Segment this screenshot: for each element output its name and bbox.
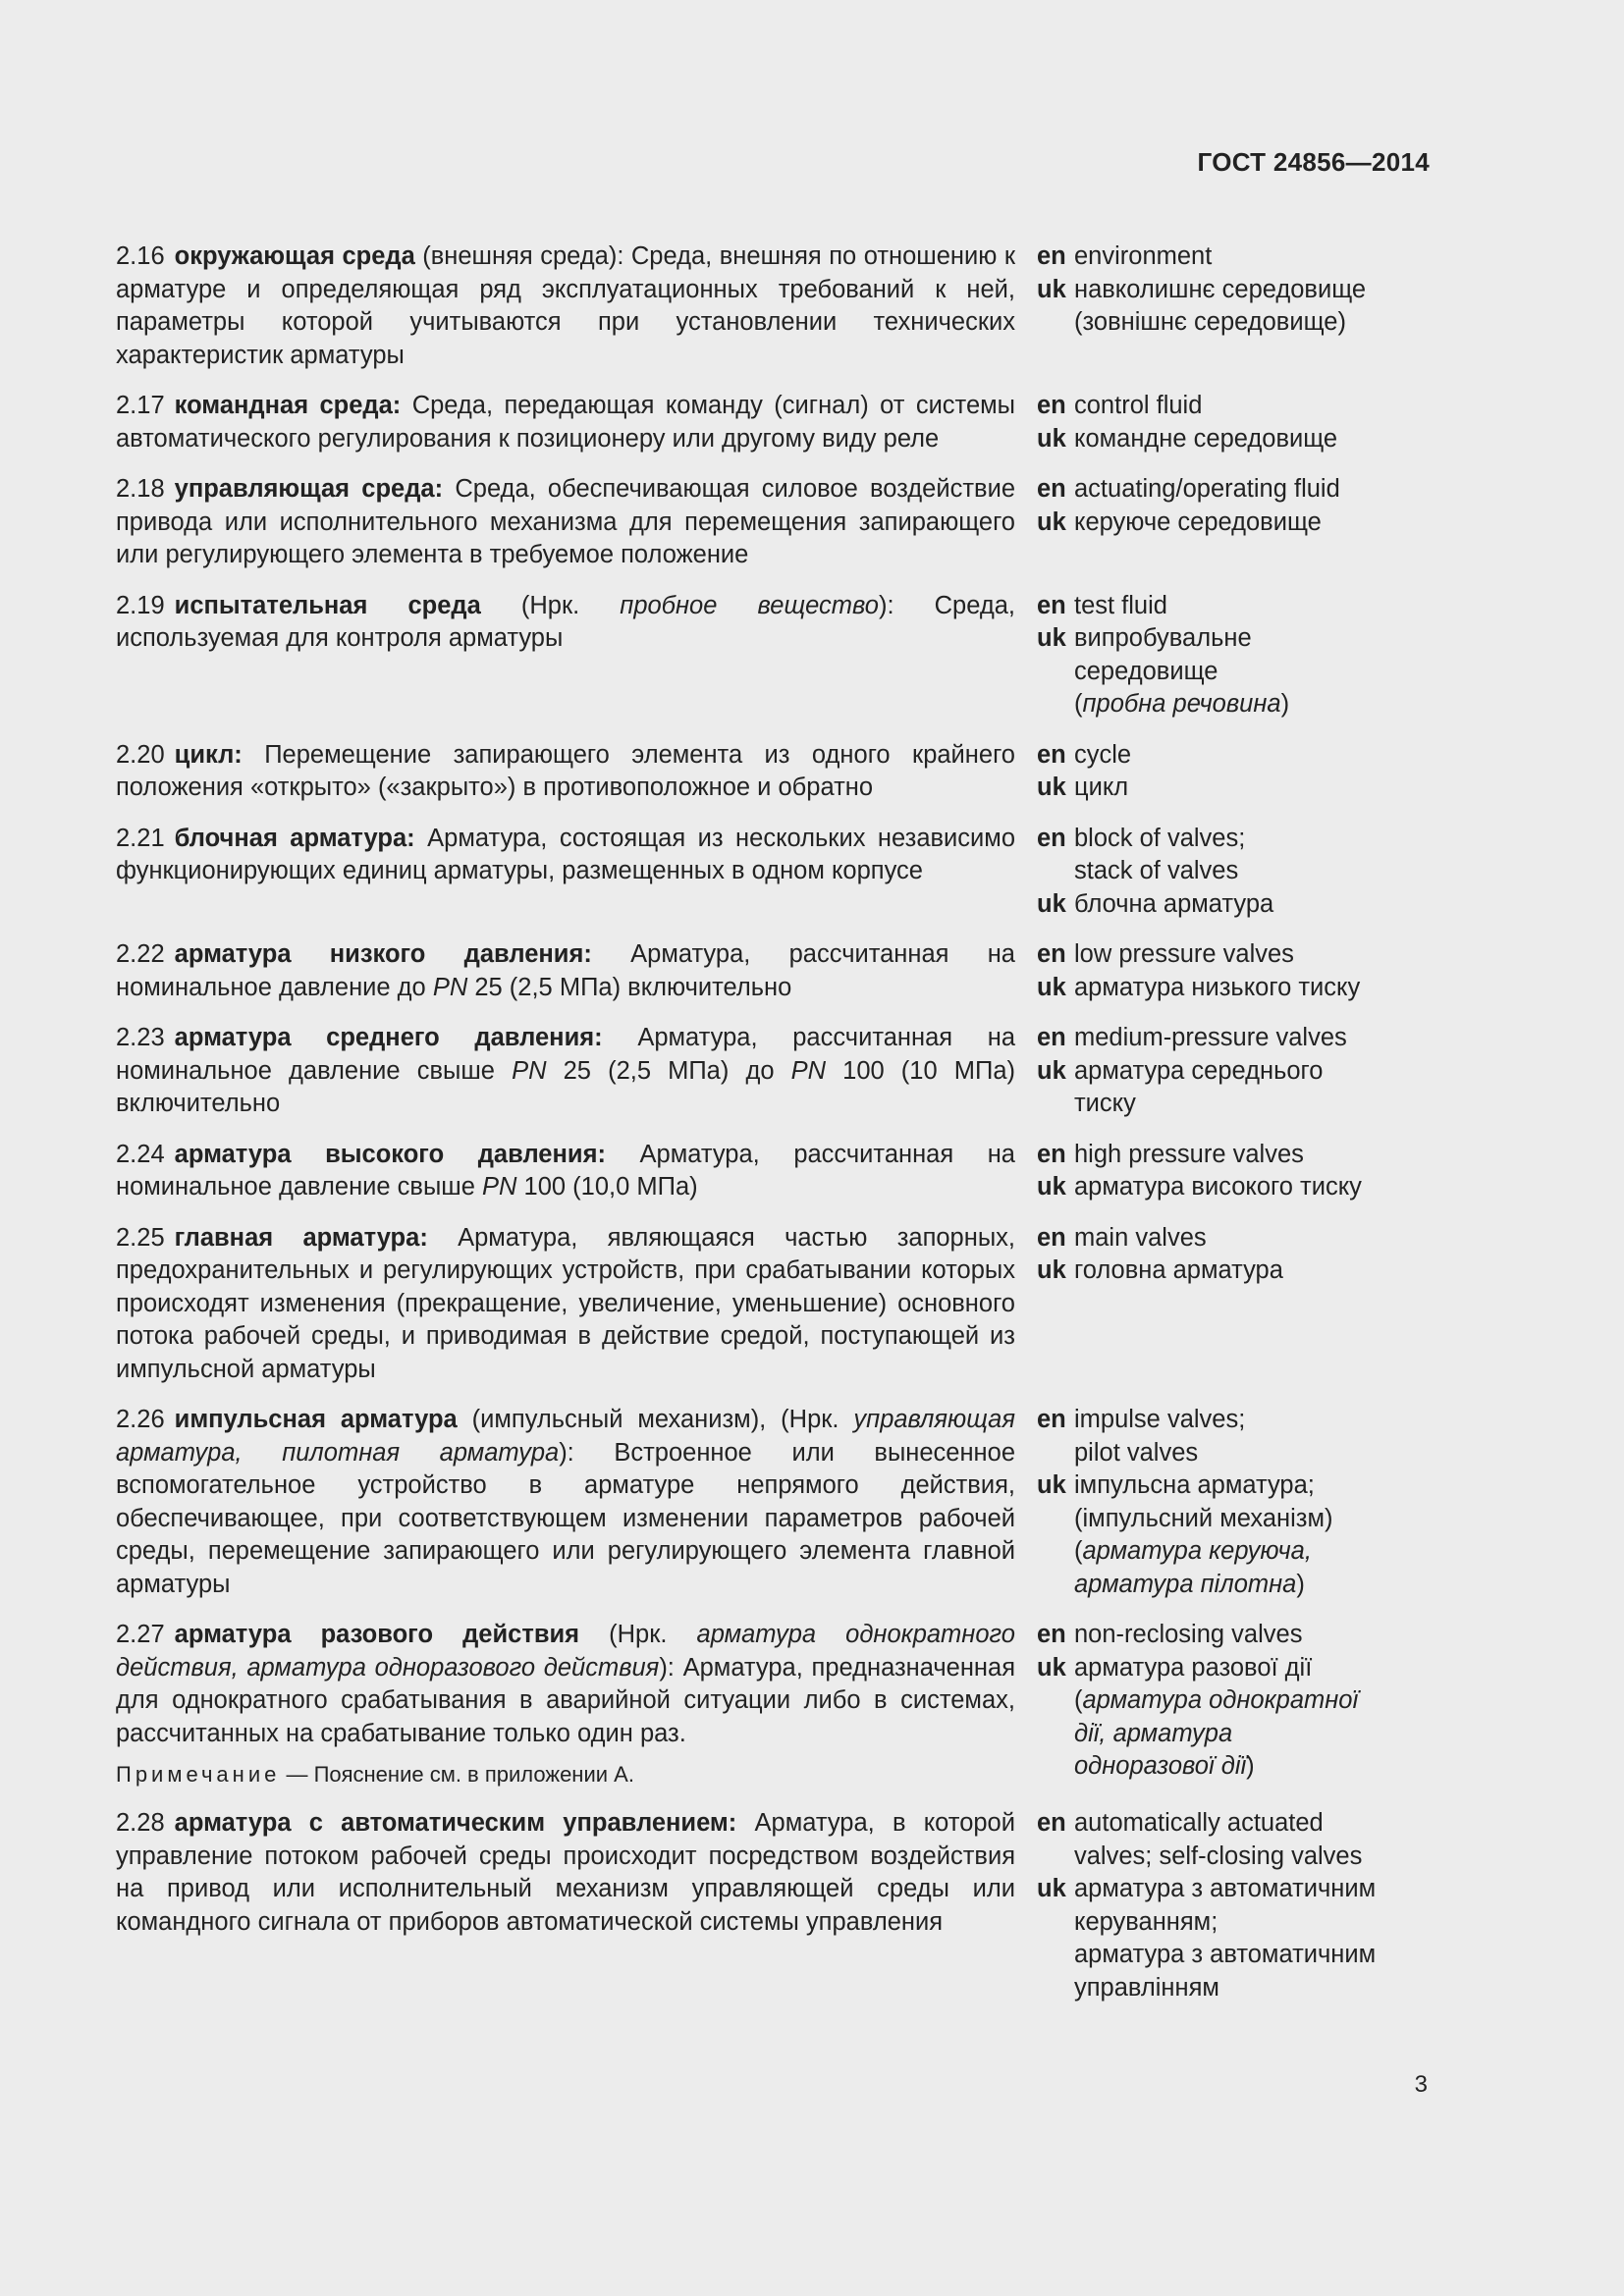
translation-en: actuating/operating fluid [1074,475,1340,503]
lang-code-uk: uk [1037,1256,1066,1284]
document-header: ГОСТ 24856—2014 [1197,147,1430,177]
term-entry [116,739,1432,805]
term-number: 2.27 [116,1621,165,1648]
translations [1074,1139,1432,1204]
translation-uk: дії, арматура [1074,1719,1233,1747]
translations [1074,1022,1432,1121]
definition-text: окружающая среда (внешняя среда): Среда, внешняя по отношению к арматуре и определяющая ряд эксплуатационных требований к ней, параметры которой учитываются при установлении технических характеристик арматуры [116,242,1015,369]
translation-en: high pressure valves [1074,1140,1304,1168]
term-definition [116,1222,1015,1387]
definition-text: арматура с автоматическим управлением: Арматура, в которой управление потоком рабочей среды происходит посредством воздействия на привод или исполнительный механизм управляющей среды или командного сигнала от приборов автоматической системы управления [116,1809,1015,1936]
translations [1074,739,1432,805]
lang-code-uk: uk [1037,1471,1066,1499]
translation-uk: цикл [1074,774,1129,801]
translation-uk: (імпульсний механізм) [1074,1504,1333,1532]
translation-uk: арматура низького тиску [1074,973,1361,1001]
term-number: 2.26 [116,1406,165,1433]
translation-en: control fluid [1074,392,1203,419]
lang-code-en: en [1037,1024,1066,1051]
definition-text: импульсная арматура (импульсный механизм), (Нрк. управляющая арматура, пилотная арматура): Встроенное или вынесенное вспомогательное устройство в арматуре непрямого действия, обеспечивающее, при соответствующем изменении параметров рабочей среды, перемещение запирающего или регулирующего элемента главной арматуры [116,1406,1015,1598]
term-entry [116,590,1432,721]
lang-code-en [1037,1437,1074,1470]
lang-code-uk [1037,306,1074,340]
term-definition [116,473,1015,572]
translation-uk: тиску [1074,1090,1136,1117]
lang-code-uk [1037,656,1074,689]
translations [1074,1807,1432,2004]
lang-code-en: en [1037,475,1066,503]
translation-en: cycle [1074,740,1132,769]
translation-uk: керуюче середовище [1074,507,1322,536]
term-definition [116,739,1015,805]
language-codes [1015,1022,1074,1121]
term-entry [116,938,1432,1004]
translation-uk: блочна арматура [1074,889,1274,918]
translation-en: block of valves; [1074,824,1246,852]
lang-code-uk [1037,1569,1074,1602]
lang-code-en: en [1037,740,1066,769]
term-definition [116,1022,1015,1121]
lang-code-en: en [1037,1223,1066,1252]
language-codes [1015,1222,1074,1387]
definition-text: арматура высокого давления: Арматура, рассчитанная на номинальное давление свыше PN 100 (10,0 МПа) [116,1140,1015,1201]
term-entry [116,1619,1432,1789]
lang-code-uk [1037,1535,1074,1569]
note-text: — Пояснение см. в приложении А. [280,1762,634,1787]
lang-code-en: en [1037,1809,1066,1837]
translation-uk: управлінням [1074,1973,1219,2002]
translation-en: non-reclosing valves [1074,1621,1303,1648]
lang-code-uk: uk [1037,424,1066,453]
term-number: 2.25 [116,1223,165,1252]
term-entry [116,823,1432,922]
term-definition [116,1404,1015,1601]
lang-code-en: en [1037,591,1066,619]
term-entry [116,390,1432,455]
translation-uk: (пробна речовина) [1074,690,1290,718]
term-definition [116,1139,1015,1204]
definition-text: цикл: Перемещение запирающего элемента из одного крайнего положения «открыто» («закрыто») в противоположное и обратно [116,740,1015,801]
translation-uk: випробувальне [1074,624,1252,652]
language-codes [1015,1139,1074,1204]
term-number: 2.23 [116,1024,165,1051]
translation-en: automatically actuated [1074,1809,1324,1837]
term-number: 2.18 [116,475,165,503]
lang-code-uk: uk [1037,1875,1066,1902]
translations [1074,473,1432,572]
definition-text: испытательная среда (Нрк. пробное вещество): Среда, используемая для контроля арматуры [116,591,1016,652]
term-definition [116,1807,1015,2004]
translation-uk: арматура з автоматичним [1074,1875,1377,1902]
translation-en: valves; self-closing valves [1074,1842,1363,1870]
definition-text: блочная арматура: Арматура, состоящая из нескольких независимо функционирующих единиц арматуры, размещенных в одном корпусе [116,824,1016,884]
lang-code-uk [1037,1718,1074,1751]
translations [1074,1222,1432,1387]
language-codes [1015,590,1074,721]
term-definition [116,823,1015,922]
note-label: Примечание [116,1762,281,1787]
translation-en: test fluid [1074,591,1167,619]
terms-list [116,240,1432,2022]
page-number: 3 [1414,2071,1428,2098]
language-codes [1015,823,1074,922]
term-entry [116,240,1432,372]
translation-en: stack of valves [1074,857,1239,884]
term-entry [116,1222,1432,1387]
lang-code-uk: uk [1037,774,1066,801]
definition-text: арматура низкого давления: Арматура, рассчитанная на номинальное давление до PN 25 (2,5 МПа) включительно [116,940,1015,1001]
lang-code-en: en [1037,1140,1066,1168]
lang-code-uk: uk [1037,275,1066,303]
language-codes [1015,1619,1074,1789]
lang-code-en: en [1037,940,1066,968]
translation-uk: одноразової дії) [1074,1752,1255,1780]
translation-uk: (арматура однократної [1074,1686,1359,1714]
term-definition [116,590,1015,721]
translation-en: environment [1074,242,1213,270]
translation-uk: арматура середнього [1074,1056,1324,1085]
lang-code-uk: uk [1037,1173,1066,1201]
lang-code-en: en [1037,1621,1066,1648]
term-number: 2.28 [116,1809,165,1837]
lang-code-uk [1037,1972,1074,2005]
definition-text: управляющая среда: Среда, обеспечивающая силовое воздействие привода или исполнительного механизма для перемещения запирающего или регулирующего элемента в требуемое положение [116,475,1016,568]
term-definition [116,390,1015,455]
term-definition [116,1619,1015,1789]
lang-code-uk: uk [1037,889,1066,918]
term-entry [116,1139,1432,1204]
lang-code-uk [1037,1906,1074,1940]
translations [1074,938,1432,1004]
translation-uk: імпульсна арматура; [1074,1471,1315,1499]
translation-uk: арматура разової дії [1074,1653,1313,1682]
definition-text: главная арматура: Арматура, являющаяся частью запорных, предохранительных и регулирующих устройств, при срабатывании которых происходят изменения (прекращение, увеличение, уменьшение) основного потока рабочей среды, и приводимая в действие средой, поступающей из импульсной арматуры [116,1223,1015,1383]
lang-code-uk [1037,1088,1074,1121]
language-codes [1015,1404,1074,1601]
term-entry [116,1404,1432,1601]
lang-code-en: en [1037,242,1066,270]
translation-uk: арматура з автоматичним [1074,1941,1377,1968]
lang-code-uk [1037,1750,1074,1784]
term-entry [116,473,1432,572]
language-codes [1015,938,1074,1004]
lang-code-uk [1037,1939,1074,1972]
translation-uk: командне середовище [1074,424,1338,453]
term-number: 2.22 [116,940,165,968]
term-entry [116,1022,1432,1121]
definition-text: арматура среднего давления: Арматура, рассчитанная на номинальное давление свыше PN 25 (2,5 МПа) до PN 100 (10 МПа) включительно [116,1024,1015,1117]
translations [1074,240,1432,372]
translation-en: impulse valves; [1074,1406,1246,1433]
translations [1074,823,1432,922]
language-codes [1015,739,1074,805]
lang-code-en [1037,1841,1074,1874]
lang-code-en [1037,855,1074,888]
translations [1074,590,1432,721]
lang-code-uk: uk [1037,624,1066,652]
lang-code-uk [1037,1503,1074,1536]
translation-en: medium-pressure valves [1074,1024,1347,1051]
lang-code-uk: uk [1037,1056,1066,1085]
term-note [116,1760,1015,1789]
lang-code-uk [1037,688,1074,721]
language-codes [1015,1807,1074,2004]
language-codes [1015,240,1074,372]
term-number: 2.17 [116,392,165,419]
translation-uk: арматура високого тиску [1074,1173,1362,1201]
translation-en: main valves [1074,1223,1207,1252]
translation-en: low pressure valves [1074,940,1294,968]
term-entry [116,1807,1432,2004]
translation-uk: (арматура керуюча, [1074,1537,1312,1565]
term-number: 2.16 [116,242,165,270]
translations [1074,1619,1432,1789]
term-definition [116,240,1015,372]
lang-code-uk: uk [1037,973,1066,1001]
term-definition [116,938,1015,1004]
definition-text: арматура разового действия (Нрк. арматура однократного действия, арматура одноразового действия): Арматура, предназначенная для однократного срабатывания в аварийной ситуации либо в системах, рассчитанных на срабатывание только один раз. [116,1621,1016,1747]
translation-uk: (зовнішнє середовище) [1074,308,1346,336]
translation-uk: головна арматура [1074,1256,1283,1284]
language-codes [1015,390,1074,455]
lang-code-en: en [1037,1406,1066,1433]
language-codes [1015,473,1074,572]
term-number: 2.21 [116,824,165,852]
lang-code-en: en [1037,392,1066,419]
translation-uk: середовище [1074,657,1218,685]
translation-uk: керуванням; [1074,1907,1218,1936]
lang-code-en: en [1037,824,1066,852]
lang-code-uk: uk [1037,507,1066,536]
term-number: 2.19 [116,591,165,619]
translations [1074,1404,1432,1601]
translation-en: pilot valves [1074,1438,1199,1467]
term-number: 2.24 [116,1140,165,1168]
translation-uk: навколишнє середовище [1074,275,1367,303]
translations [1074,390,1432,455]
term-number: 2.20 [116,740,165,769]
lang-code-uk [1037,1684,1074,1718]
lang-code-uk: uk [1037,1653,1066,1682]
translation-uk: арматура пілотна) [1074,1570,1305,1598]
definition-text: командная среда: Среда, передающая команду (сигнал) от системы автоматического регулирования к позиционеру или другому виду реле [116,392,1015,453]
